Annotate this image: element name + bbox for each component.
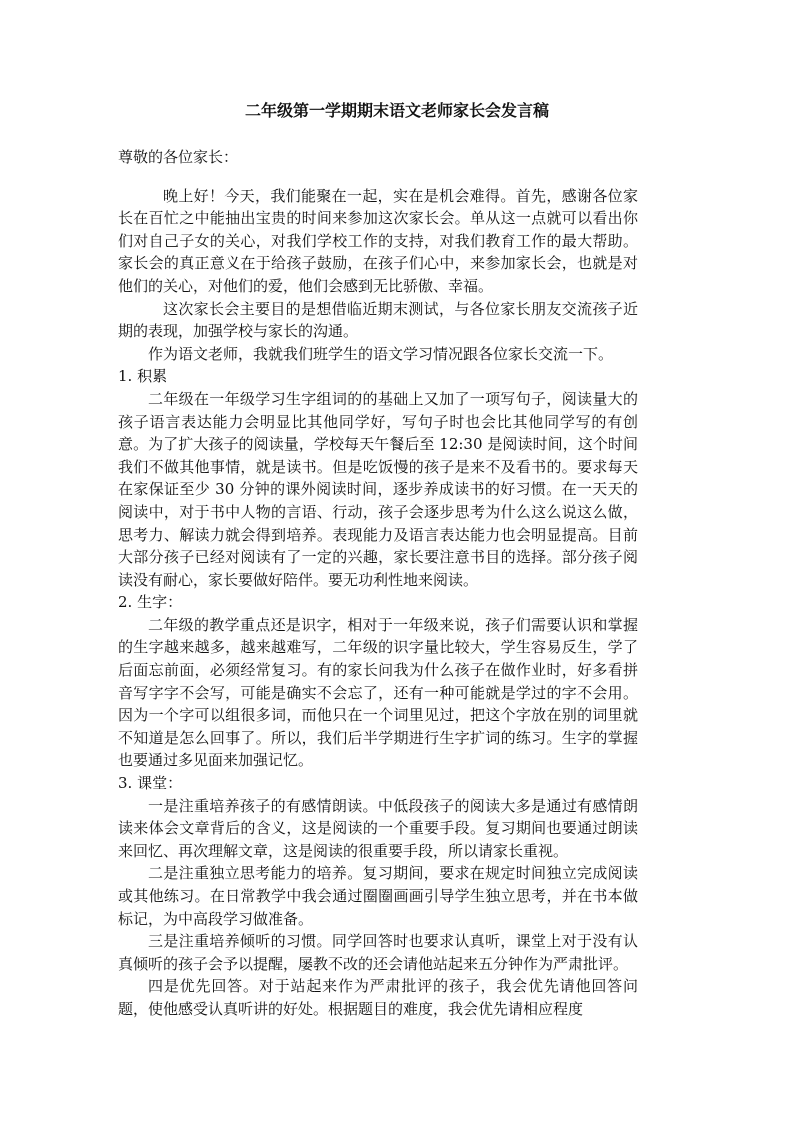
paragraph-intro: 作为语文老师，我就我们班学生的语文学习情况跟各位家长交流一下。 xyxy=(148,344,614,363)
paragraph-accumulation: 二年级在一年级学习生字组词的的基础上又加了一项写句子，阅读量大的孩子语言表达能力会明显比其他同学好，写句子时也会比其他同学写的有创意。为了扩大孩子的阅读量，学校每天午餐后至 12:30 是阅读时间，这个时间我们不做其他事情，就是读书。但是吃饭慢的孩子是来不及看书的。要求每天在家保证至少 30 分钟的课外阅读时间，逐步养成读书的好习惯。在一天天的阅读中，对于书中人物的言语、行动，孩子会逐步思考为什么这么说这么做，思考力、解读力就会得到培养。表现能力及语言表达能力也会明显提高。目前大部分孩子已经对阅读有了一定的兴趣，家长要注意书目的选择。部分孩子阅读没有耐心，家长要做好陪伴。要无功利性地来阅读。 xyxy=(118,389,638,589)
paragraph-classroom-reading: 一是注重培养孩子的有感情朗读。中低段孩子的阅读大多是通过有感情朗读来体会文章背后的含义，这是阅读的一个重要手段。复习期间也要通过朗读来回忆、再次理解文章，这是阅读的很重要手段，所以请家长重视。 xyxy=(118,796,638,860)
paragraph-greeting: 晚上好！今天，我们能聚在一起，实在是机会难得。首先，感谢各位家长在百忙之中能抽出宝贵的时间来参加这次家长会。单从这一点就可以看出你们对自己子女的关心，对我们学校工作的支持，对我们教育工作的最大帮助。家长会的真正意义在于给孩子鼓励，在孩子们心中，来参加家长会，也就是对他们的关心，对他们的爱，他们会感到无比骄傲、幸福。 xyxy=(118,186,638,295)
section-heading-accumulation: 1. 积累 xyxy=(118,367,168,386)
section-heading-characters: 2. 生字： xyxy=(118,593,183,612)
paragraph-classroom-listening: 三是注重培养倾听的习惯。同学回答时也要求认真听，课堂上对于没有认真倾听的孩子会予以提醒，屡教不改的还会请他站起来五分钟作为严肃批评。 xyxy=(118,932,638,973)
document-title: 二年级第一学期期末语文老师家长会发言稿 xyxy=(244,101,549,120)
document-body xyxy=(118,146,638,1021)
paragraph-classroom-answering: 四是优先回答。对于站起来作为严肃批评的孩子，我会优先请他回答问题，使他感受认真听讲的好处。根据题目的难度，我会优先请相应程度 xyxy=(118,977,638,1018)
paragraph-purpose: 这次家长会主要目的是想借临近期末测试，与各位家长朋友交流孩子近期的表现，加强学校与家长的沟通。 xyxy=(118,299,638,341)
paragraph-characters: 二年级的教学重点还是识字，相对于一年级来说，孩子们需要认识和掌握的生字越来越多，越来越难写，二年级的识字量比较大，学生容易反生，学了后面忘前面，必须经常复习。有的家长问我为什么孩子在做作业时，好多看拼音写字字不会写，可能是确实不会忘了，还有一种可能就是学过的字不会用。因为一个字可以组很多词，而他只在一个词里见过，把这个字放在别的词里就不知道是怎么回事了。所以，我们后半学期进行生字扩词的练习。生字的掌握也要通过多见面来加强记忆。 xyxy=(118,615,638,770)
salutation: 尊敬的各位家长： xyxy=(118,148,239,166)
section-heading-classroom: 3. 课堂： xyxy=(118,774,183,793)
paragraph-classroom-thinking: 二是注重独立思考能力的培养。复习期间，要求在规定时间独立完成阅读或其他练习。在日常教学中我会通过圈圈画画引导学生独立思考，并在书本做标记，为中高段学习做准备。 xyxy=(118,864,638,928)
